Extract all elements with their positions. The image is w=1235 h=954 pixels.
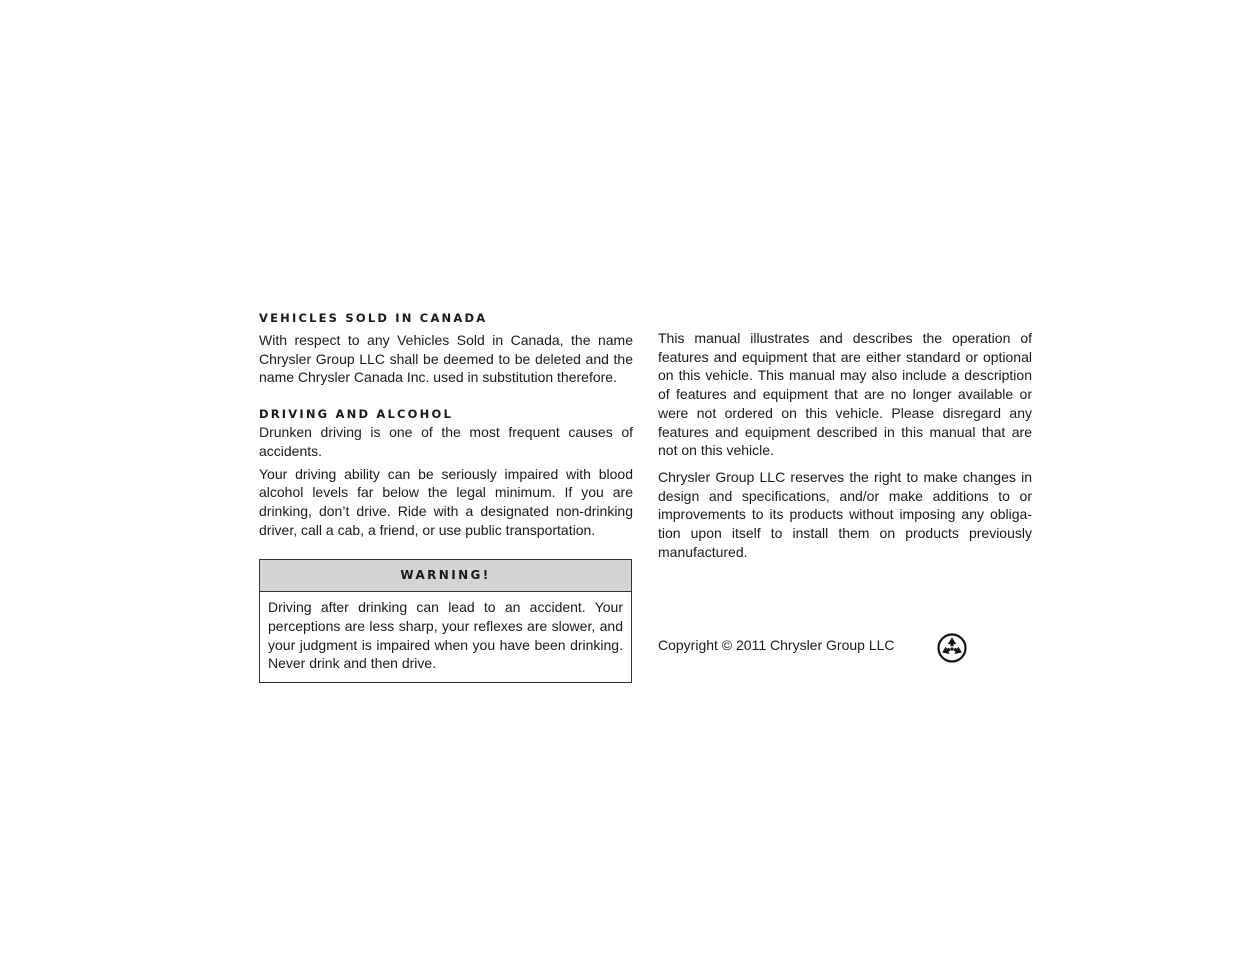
recycle-icon [937,633,967,663]
left-column [259,309,633,683]
heading-vehicles-sold-in-canada: VEHICLES SOLD IN CANADA [259,311,488,325]
paragraph-driving-ability: Your driving ability can be seriously impaired with blood alcohol levels far below the legal minimum. If you are drinking, don’t drive. Ride with a designated non-drinking driver, call a cab, a friend, or use public transportation. [259,465,633,538]
paragraph-canada: With respect to any Vehicles Sold in Canada, the name Chrysler Group LLC shall be deemed to be deleted and the name Chrysler Canada Inc. used in substitution therefore. [259,332,633,386]
warning-title: WARNING! [260,560,631,592]
paragraph-reserves-right: Chrysler Group LLC reserves the right to make changes in design and specifications, and/or make additions to or improvements to its products without imposing any obliga-tion upon itself to install them on products previously manufactured. [658,468,1032,560]
heading-driving-and-alcohol: DRIVING AND ALCOHOL [259,407,453,422]
copyright-row [658,633,1032,663]
warning-box [259,559,632,683]
warning-text: Driving after drinking can lead to an accident. Your perceptions are less sharp, your reflexes are slower, and your judgment is impaired when you have been drinking. Never drink and then drive. [268,599,623,672]
right-column [658,329,1032,561]
copyright-text: Copyright © 2011 Chrysler Group LLC [658,637,895,653]
paragraph-manual-illustrates: This manual illustrates and describes the operation of features and equipment that are either standard or optional on this vehicle. This manual may also include a description of features and equipment that are no longer available or were not ordered on this vehicle. Please disregard any features and equipment described in this manual that are not on this vehicle. [658,330,1032,459]
paragraph-drunken-driving: Drunken driving is one of the most frequent causes of accidents. [259,424,633,459]
